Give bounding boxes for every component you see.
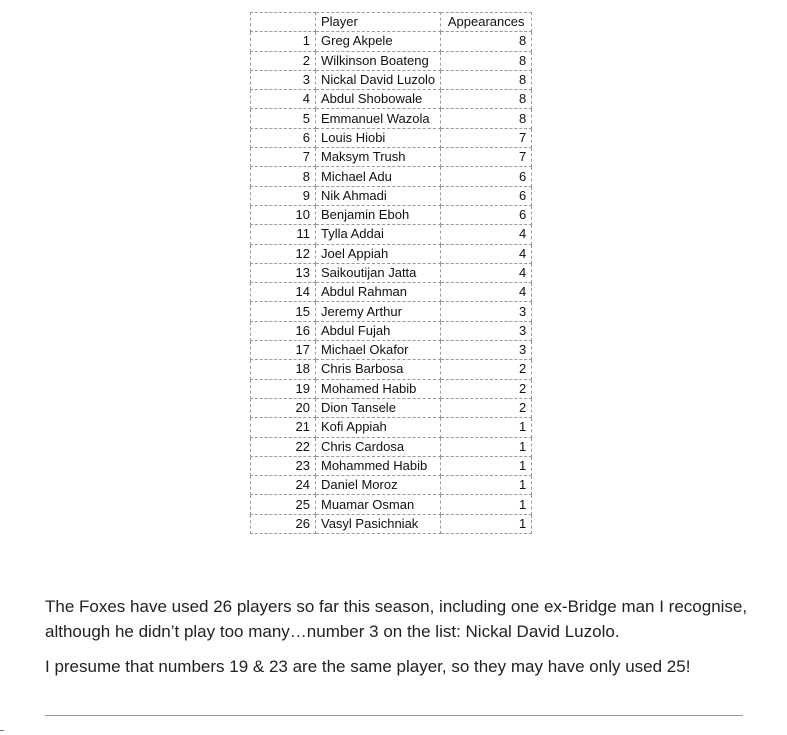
player-name: Emmanuel Wazola	[316, 109, 441, 128]
appearance-count: 6	[441, 167, 532, 186]
table-row	[251, 302, 532, 321]
table-row	[251, 51, 532, 70]
row-number: 22	[251, 437, 316, 456]
paragraph-players-used: The Foxes have used 26 players so far this season, including one ex-Bridge man I recognise, although he didn’t play too many…number 3 on the list: Nickal David Luzolo.	[45, 597, 748, 641]
appearance-count: 1	[441, 495, 532, 514]
table-row	[251, 418, 532, 437]
appearance-count: 1	[441, 476, 532, 495]
horizontal-divider	[45, 715, 743, 716]
row-number: 5	[251, 109, 316, 128]
table-body	[251, 32, 532, 534]
player-name: Abdul Fujah	[316, 321, 441, 340]
appearance-count: 3	[441, 302, 532, 321]
table-row	[251, 437, 532, 456]
header-player: Player	[316, 13, 441, 32]
player-name: Wilkinson Boateng	[316, 51, 441, 70]
row-number: 12	[251, 244, 316, 263]
player-name: Muamar Osman	[316, 495, 441, 514]
row-number: 14	[251, 283, 316, 302]
appearance-count: 1	[441, 456, 532, 475]
appearance-count: 8	[441, 32, 532, 51]
table-row	[251, 109, 532, 128]
appearance-count: 1	[441, 514, 532, 533]
table-header-row	[251, 13, 532, 32]
table-row	[251, 70, 532, 89]
appearance-count: 4	[441, 225, 532, 244]
table-row	[251, 514, 532, 533]
appearance-count: 8	[441, 51, 532, 70]
row-number: 23	[251, 456, 316, 475]
row-number: 25	[251, 495, 316, 514]
row-number: 13	[251, 263, 316, 282]
appearance-count: 8	[441, 70, 532, 89]
paragraph-presume-same-player: I presume that numbers 19 & 23 are the same player, so they may have only used 25!	[45, 657, 691, 676]
table-row	[251, 167, 532, 186]
appearance-count: 8	[441, 90, 532, 109]
appearances-table-container	[250, 12, 532, 534]
player-name: Abdul Shobowale	[316, 90, 441, 109]
table-row	[251, 32, 532, 51]
row-number: 2	[251, 51, 316, 70]
appearance-count: 8	[441, 109, 532, 128]
player-name: Kofi Appiah	[316, 418, 441, 437]
table-row	[251, 321, 532, 340]
row-number: 20	[251, 398, 316, 417]
row-number: 18	[251, 360, 316, 379]
player-name: Louis Hiobi	[316, 128, 441, 147]
row-number: 4	[251, 90, 316, 109]
appearance-count: 6	[441, 205, 532, 224]
player-name: Saikoutijan Jatta	[316, 263, 441, 282]
player-name: Chris Cardosa	[316, 437, 441, 456]
row-number: 15	[251, 302, 316, 321]
header-appearances: Appearances	[441, 13, 532, 32]
appearance-count: 4	[441, 244, 532, 263]
row-number: 3	[251, 70, 316, 89]
player-name: Tylla Addai	[316, 225, 441, 244]
table-row	[251, 244, 532, 263]
row-number: 10	[251, 205, 316, 224]
table-row	[251, 148, 532, 167]
table-row	[251, 186, 532, 205]
table-row	[251, 456, 532, 475]
table-row	[251, 398, 532, 417]
appearance-count: 7	[441, 128, 532, 147]
appearance-count: 2	[441, 379, 532, 398]
table-row	[251, 476, 532, 495]
table-row	[251, 341, 532, 360]
header-number	[251, 13, 316, 32]
table-row	[251, 360, 532, 379]
row-number: 8	[251, 167, 316, 186]
table-row	[251, 225, 532, 244]
appearance-count: 2	[441, 398, 532, 417]
player-name: Maksym Trush	[316, 148, 441, 167]
table-row	[251, 205, 532, 224]
table-row	[251, 379, 532, 398]
player-name: Dion Tansele	[316, 398, 441, 417]
appearance-count: 3	[441, 341, 532, 360]
appearance-count: 4	[441, 263, 532, 282]
table-row	[251, 263, 532, 282]
player-name: Nik Ahmadi	[316, 186, 441, 205]
player-name: Mohamed Habib	[316, 379, 441, 398]
row-number: 1	[251, 32, 316, 51]
player-name: Daniel Moroz	[316, 476, 441, 495]
appearance-count: 7	[441, 148, 532, 167]
appearance-count: 1	[441, 437, 532, 456]
appearances-table	[250, 12, 532, 534]
appearance-count: 3	[441, 321, 532, 340]
row-number: 16	[251, 321, 316, 340]
row-number: 6	[251, 128, 316, 147]
player-name: Abdul Rahman	[316, 283, 441, 302]
player-name: Greg Akpele	[316, 32, 441, 51]
row-number: 26	[251, 514, 316, 533]
appearance-count: 4	[441, 283, 532, 302]
player-name: Jeremy Arthur	[316, 302, 441, 321]
player-name: Nickal David Luzolo	[316, 70, 441, 89]
table-row	[251, 128, 532, 147]
appearance-count: 1	[441, 418, 532, 437]
row-number: 7	[251, 148, 316, 167]
row-number: 24	[251, 476, 316, 495]
edge-mark	[0, 730, 4, 731]
player-name: Mohammed Habib	[316, 456, 441, 475]
appearance-count: 2	[441, 360, 532, 379]
row-number: 19	[251, 379, 316, 398]
row-number: 21	[251, 418, 316, 437]
player-name: Benjamin Eboh	[316, 205, 441, 224]
player-name: Michael Okafor	[316, 341, 441, 360]
table-row	[251, 283, 532, 302]
table-row	[251, 90, 532, 109]
appearance-count: 6	[441, 186, 532, 205]
table-row	[251, 495, 532, 514]
row-number: 17	[251, 341, 316, 360]
player-name: Michael Adu	[316, 167, 441, 186]
row-number: 11	[251, 225, 316, 244]
row-number: 9	[251, 186, 316, 205]
player-name: Vasyl Pasichniak	[316, 514, 441, 533]
player-name: Chris Barbosa	[316, 360, 441, 379]
player-name: Joel Appiah	[316, 244, 441, 263]
